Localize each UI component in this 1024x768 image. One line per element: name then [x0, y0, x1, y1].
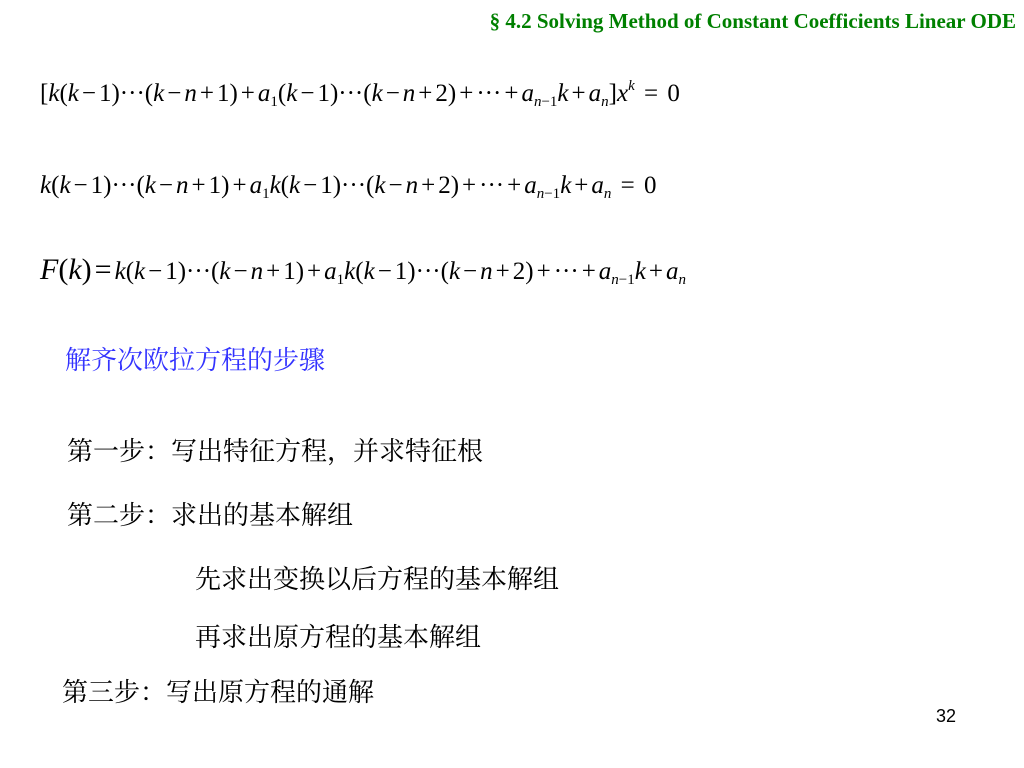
equation-2: $k(k - 1)\cdot\cdot\cdot(k - n + 1) + a_1k(k - 1)\cdot\cdot\cdot(k - n + 2)$ + ··· + $a_{n-1}k + a_n = 0$	[40, 172, 657, 202]
steps-heading: 解齐次欧拉方程的步骤	[65, 346, 326, 376]
slide-title: § 4.2 Solving Method of Constant Coefficients Linear ODE	[489, 9, 1016, 33]
equation-3: $F(k) = k(k - 1)\cdot\cdot\cdot(k - n + 1) + a_1k(k - 1)\cdot\cdot\cdot(k - n + 2)$ + ··· + $a_{n-1}k + a_n$	[40, 253, 686, 288]
step-2-substep-2: 再求出原方程的基本解组	[195, 623, 482, 653]
page-number: 32	[936, 706, 957, 726]
step-1-text: 第一步：写出特征方程，并求特征根	[67, 437, 484, 467]
step-3-text: 第三步：写出原方程的通解	[62, 678, 375, 708]
equation-1: [$k(k - 1)\cdot\cdot\cdot(k - n + 1) + a_1(k - 1)\cdot\cdot\cdot(k - n + 2)$ + ··· + $a_{n-1}k + a_n]x^k = 0$	[40, 78, 680, 110]
step-2-text: 第二步：求出的基本解组	[67, 501, 354, 531]
step-2-substep-1: 先求出变换以后方程的基本解组	[195, 565, 560, 595]
